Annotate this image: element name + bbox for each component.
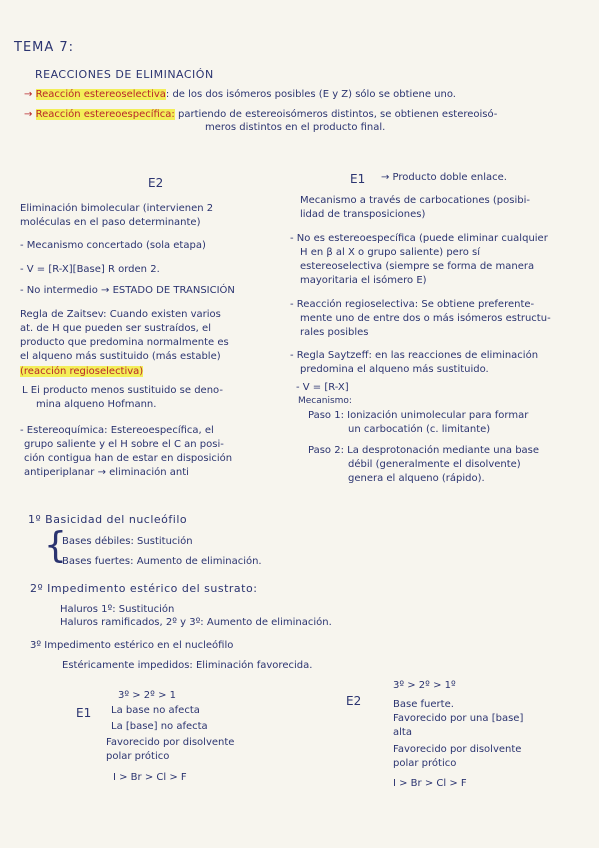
e2-line: ción contigua han de estar en disposición	[24, 453, 233, 464]
e2-header: E2	[148, 176, 164, 190]
factor-2: 2º Impedimento estérico del sustrato:	[30, 582, 258, 595]
e1-header: E1	[350, 172, 366, 186]
e1-line: - Regla Saytzeff: en las reacciones de eliminación	[290, 350, 539, 361]
e1-step2-cont: genera el alqueno (rápido).	[348, 473, 485, 484]
e1-step2-cont: débil (generalmente el disolvente)	[348, 459, 521, 470]
e2-line: antiperiplanar → eliminación anti	[24, 467, 189, 478]
e2-order: 3º > 2º > 1º	[393, 680, 456, 691]
e1-order: 3º > 2º > 1	[118, 690, 176, 701]
e1-line: - Reacción regioselectiva: Se obtiene preferente-	[290, 299, 535, 310]
e2-line: Regla de Zaitsev: Cuando existen varios	[20, 309, 221, 320]
brace-icon: {	[44, 525, 67, 566]
e2-line: L Ei producto menos sustituido se deno-	[22, 385, 223, 396]
definition-stereoselective	[24, 89, 456, 100]
e1-compare-line: I > Br > Cl > F	[113, 772, 187, 783]
e1-compare-line: Favorecido por disolvente	[106, 737, 235, 748]
e1-compare-label: E1	[76, 706, 92, 720]
e1-line: lidad de transposiciones)	[300, 209, 426, 220]
factor-1b: Bases fuertes: Aumento de eliminación.	[62, 556, 262, 567]
factor-2a: Haluros 1º: Sustitución	[60, 604, 175, 615]
e1-line: Mecanismo a través de carbocationes (posibi-	[300, 195, 530, 206]
arrow-icon: →	[24, 109, 33, 120]
e1-line: mente uno de entre dos o más isómeros estructu-	[300, 313, 551, 324]
e1-step1: Paso 1: Ionización unimolecular para formar	[308, 410, 529, 421]
e2-line: el alqueno más sustituido (más estable)	[20, 351, 221, 362]
definition-stereospecific	[24, 109, 497, 120]
page-subtitle: REACCIONES DE ELIMINACIÓN	[35, 68, 214, 81]
e2-line: Eliminación bimolecular (intervienen 2	[20, 203, 214, 214]
e1-compare-line: La [base] no afecta	[111, 721, 208, 732]
e2-line: mina alqueno Hofmann.	[36, 399, 157, 410]
e1-compare-line: La base no afecta	[111, 705, 200, 716]
e1-header-note: → Producto doble enlace.	[381, 172, 507, 183]
e1-line: predomina el alqueno más sustituido.	[300, 364, 489, 375]
e2-compare-line: alta	[393, 727, 412, 738]
e2-line: moléculas en el paso determinante)	[20, 217, 201, 228]
term-stereospecific: Reacción estereoespecífica:	[35, 109, 175, 120]
e1-line: rales posibles	[300, 327, 369, 338]
definition-text-cont: meros distintos en el producto final.	[205, 122, 386, 133]
e1-step2: Paso 2: La desprotonación mediante una base	[308, 445, 540, 456]
e2-line: - V = [R-X][Base] R orden 2.	[20, 264, 160, 275]
e2-compare-line: I > Br > Cl > F	[393, 778, 467, 789]
e2-compare-line: polar prótico	[393, 758, 457, 769]
factor-3a: Estéricamente impedidos: Eliminación favorecida.	[62, 660, 313, 671]
e2-compare-line: Favorecido por una [base]	[393, 713, 524, 724]
e2-line: producto que predomina normalmente es	[20, 337, 229, 348]
e2-line: - Mecanismo concertado (sola etapa)	[20, 240, 206, 251]
definition-text: partiendo de estereoisómeros distintos, se obtienen estereoisó-	[174, 109, 498, 120]
e2-compare-line: Favorecido por disolvente	[393, 744, 522, 755]
e1-line: - No es estereoespecífica (puede eliminar cualquier	[290, 233, 548, 244]
factor-1: 1º Basicidad del nucleófilo	[28, 513, 188, 526]
arrow-icon: →	[24, 89, 33, 100]
e2-highlight: (reacción regioselectiva)	[20, 366, 144, 377]
factor-2b: Haluros ramificados, 2º y 3º: Aumento de eliminación.	[60, 617, 332, 628]
e1-line: mayoritaria el isómero E)	[300, 275, 427, 286]
page-title: TEMA 7:	[14, 40, 75, 55]
e2-line: - No intermedio → ESTADO DE TRANSICIÓN	[20, 285, 235, 296]
e2-line: at. de H que pueden ser sustraídos, el	[20, 323, 211, 334]
e2-compare-label: E2	[346, 694, 362, 708]
e1-compare-line: polar prótico	[106, 751, 170, 762]
e1-mechanism-label: Mecanismo:	[298, 396, 352, 406]
e2-line: grupo saliente y el H sobre el C an posi-	[24, 439, 224, 450]
e1-step1-cont: un carbocatión (c. limitante)	[348, 424, 491, 435]
definition-text: : de los dos isómeros posibles (E y Z) sólo se obtiene uno.	[165, 89, 456, 100]
term-stereoselective: Reacción estereoselectiva	[35, 89, 166, 100]
e1-line: H en β al X o grupo saliente) pero sí	[300, 247, 480, 258]
e1-line: estereoselectiva (siempre se forma de manera	[300, 261, 535, 272]
e2-compare-line: Base fuerte.	[393, 699, 454, 710]
factor-3: 3º Impedimento estérico en el nucleófilo	[30, 640, 234, 651]
e2-line: - Estereoquímica: Estereoespecífica, el	[20, 425, 214, 436]
e1-line: - V = [R-X]	[296, 382, 349, 393]
factor-1a: Bases débiles: Sustitución	[62, 536, 193, 547]
